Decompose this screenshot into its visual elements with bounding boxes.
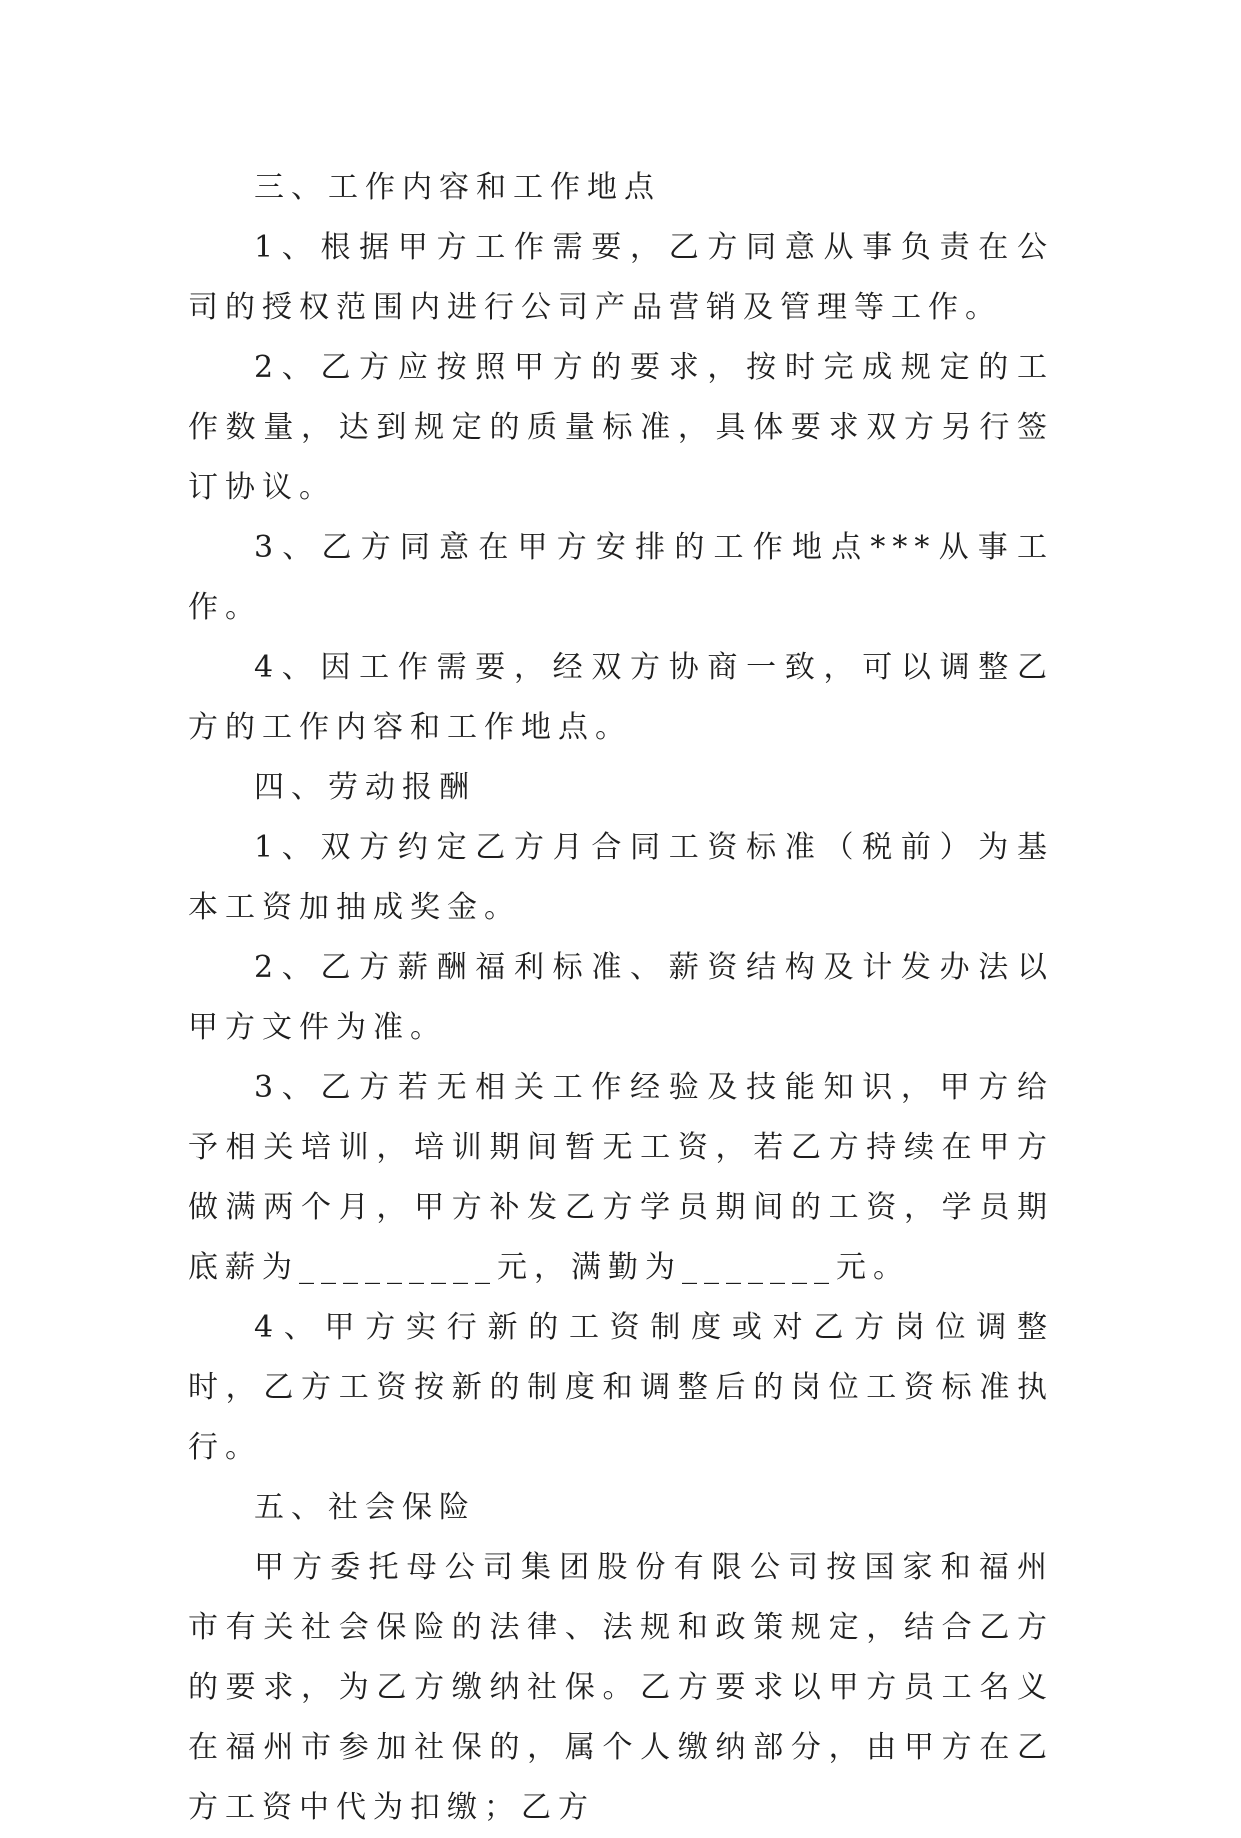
document-body — [188, 158, 1054, 1838]
clause-3-3: 3、乙方同意在甲方安排的工作地点***从事工作。 — [188, 530, 1054, 625]
clause-5-body: 甲方委托母公司集团股份有限公司按国家和福州市有关社会保险的法律、法规和政策规定，结合乙方的要求，为乙方缴纳社保。乙方要求以甲方员工名义在福州市参加社保的，属个人缴纳部分，由甲方在乙方工资中代为扣缴；乙方 — [188, 1550, 1054, 1825]
section-heading-work-content: 三、工作内容和工作地点 — [254, 170, 661, 205]
clause-4-2: 2、乙方薪酬福利标准、薪资结构及计发办法以甲方文件为准。 — [188, 950, 1054, 1045]
section-heading-social-insurance: 五、社会保险 — [254, 1490, 476, 1525]
clause-4-3: 3、乙方若无相关工作经验及技能知识，甲方给予相关培训，培训期间暂无工资，若乙方持续在甲方做满两个月，甲方补发乙方学员期间的工资，学员期底薪为_________元，满勤为_______元。 — [188, 1070, 1054, 1285]
clause-3-1: 1、根据甲方工作需要，乙方同意从事负责在公司的授权范围内进行公司产品营销及管理等工作。 — [188, 230, 1054, 325]
clause-4-4: 4、甲方实行新的工资制度或对乙方岗位调整时，乙方工资按新的制度和调整后的岗位工资标准执行。 — [188, 1310, 1054, 1465]
clause-3-4: 4、因工作需要，经双方协商一致，可以调整乙方的工作内容和工作地点。 — [188, 650, 1054, 745]
clause-4-1: 1、双方约定乙方月合同工资标准（税前）为基本工资加抽成奖金。 — [188, 830, 1054, 925]
clause-3-2: 2、乙方应按照甲方的要求，按时完成规定的工作数量，达到规定的质量标准，具体要求双方另行签订协议。 — [188, 350, 1054, 505]
section-heading-remuneration: 四、劳动报酬 — [254, 770, 476, 805]
